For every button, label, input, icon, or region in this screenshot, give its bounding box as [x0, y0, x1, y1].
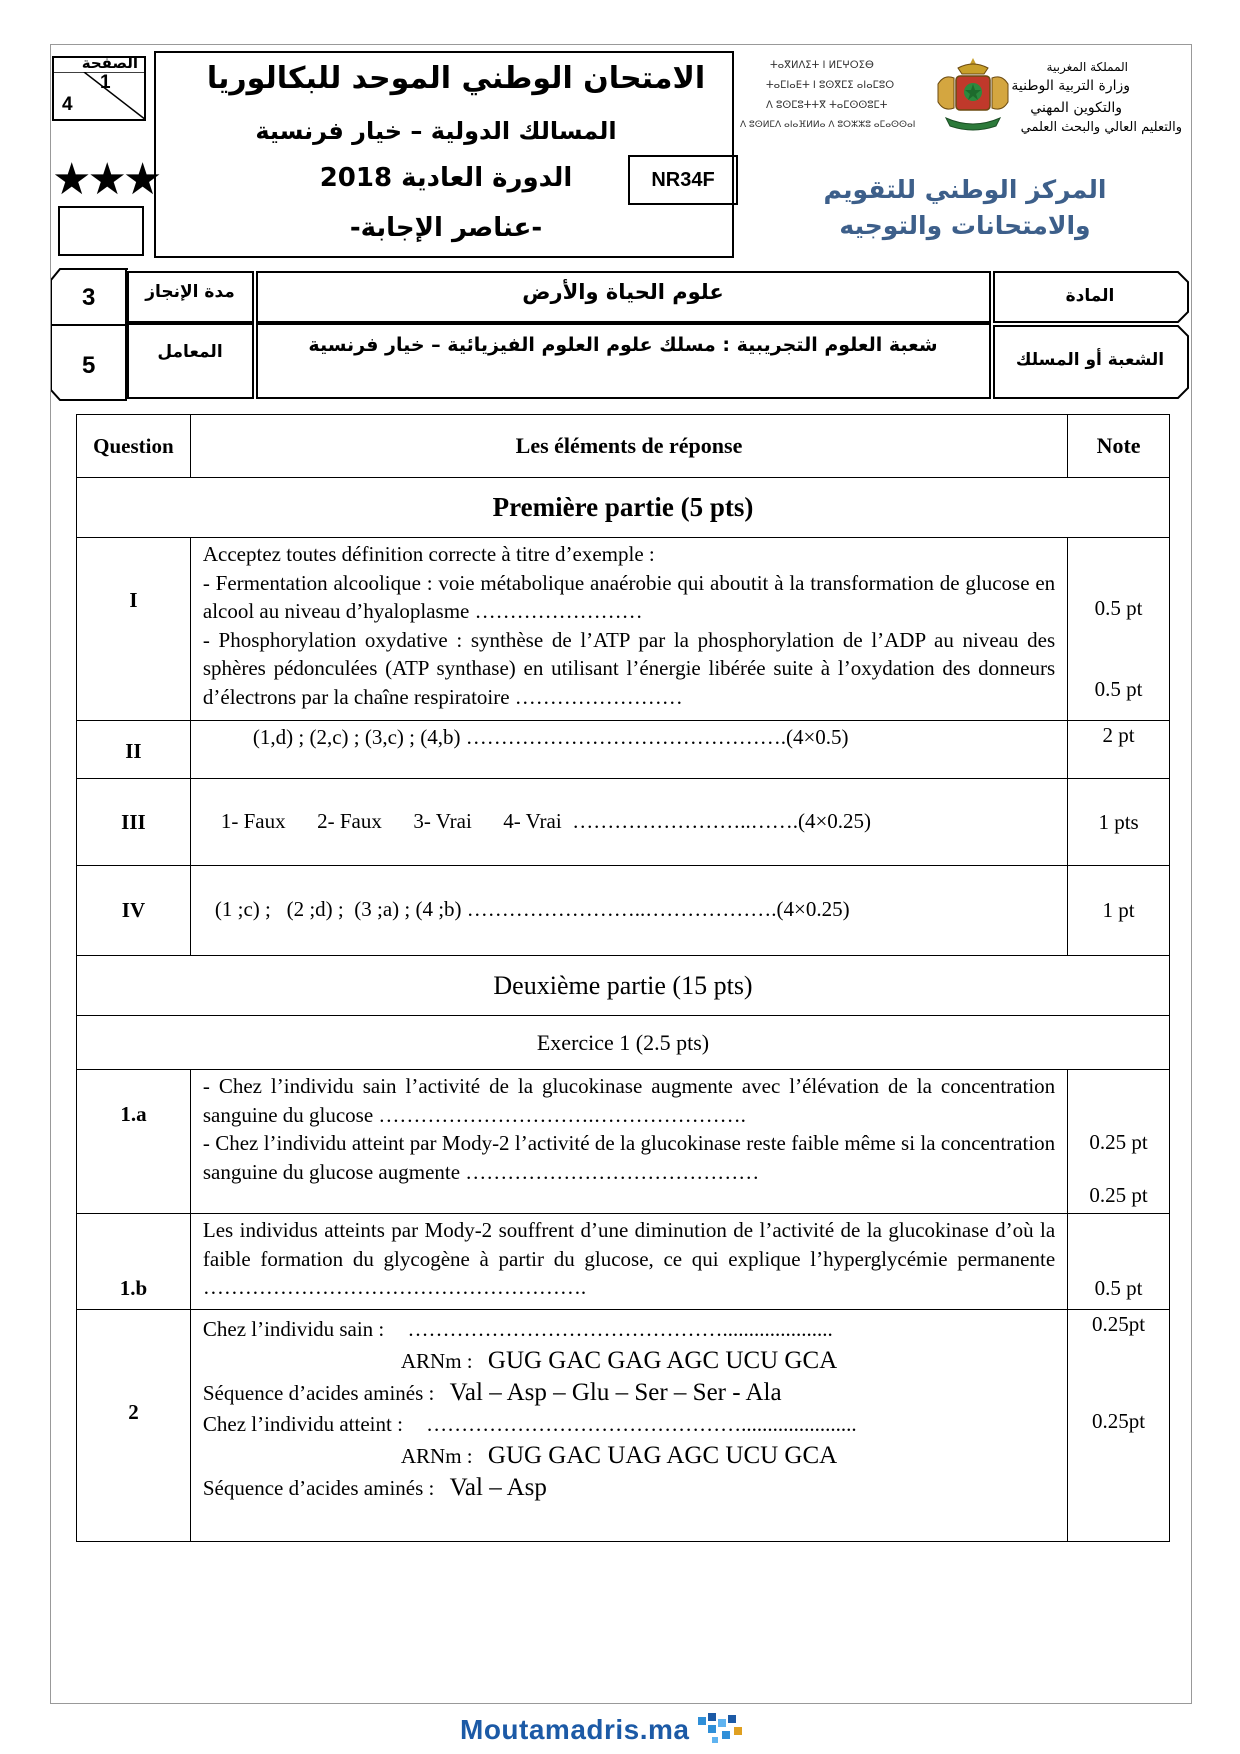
subject-label: المادة — [1065, 286, 1115, 306]
answer-line: - Chez l’individu sain l’activité de la glucokinase augmente avec l’élévation de la concentration sanguine du glucose ………………………….…………………. — [202, 1074, 1056, 1127]
question-label: IV — [77, 866, 191, 956]
page-indicator — [52, 56, 146, 121]
seq-label: Séquence d’acides aminés : — [202, 1381, 435, 1405]
page-total: 4 — [62, 94, 73, 115]
part2-title-row — [77, 956, 1170, 1016]
arnm-label: ARNm : — [400, 1349, 473, 1373]
table-row — [77, 538, 1170, 721]
sain-row — [203, 1314, 1055, 1345]
kingdom-name: المملكة المغربية — [1046, 60, 1128, 74]
answer-cell — [190, 1070, 1067, 1214]
note-value: 0.5 pt — [1068, 1214, 1170, 1310]
track-value: شعبة العلوم التجريبية : مسلك علوم العلوم الفيزيائية – خيار فرنسية — [308, 334, 938, 356]
subject-value: علوم الحياة والأرض — [522, 280, 724, 304]
ministry-line-3: والتعليم العالي والبحث العلمي — [1020, 120, 1182, 135]
coef-value: 5 — [82, 352, 96, 379]
answer-line: - Chez l’individu atteint par Mody-2 l’activité de la glucokinase reste faible même si la concentration sanguine du glucose augmente …………………………………… — [202, 1131, 1056, 1184]
note-cell — [1068, 538, 1170, 721]
table-header-row — [77, 415, 1170, 478]
exam-title-box — [154, 51, 734, 258]
note-value: 2 pt — [1068, 721, 1170, 779]
table-row — [77, 1070, 1170, 1214]
answer-line: Les individus atteints par Mody-2 souffrent d’une diminution de l’activité de la glucokinase d’où la faible formation du glycogène à partir du glucose, ce qui explique l’hyperglycémie permanente ………………………………………………. — [190, 1214, 1067, 1310]
answer-key-title: -عناصر الإجابة- — [349, 213, 543, 243]
track-label: الشعبة أو المسلك — [1015, 350, 1165, 370]
coat-of-arms-emblem — [928, 54, 1018, 136]
seq-atteint-value: Val – Asp — [449, 1474, 547, 1501]
tifinagh-line-3: ⴷ ⵓⵙⵎⵓⵜⵜⴳ ⵜⴰⵎⵙⵙⵓⵎⵜ — [766, 100, 888, 111]
exercise1-title: Exercice 1 (2.5 pts) — [77, 1016, 1170, 1070]
question-label: 1.a — [77, 1070, 191, 1214]
answer-line: (1 ;c) ; (2 ;d) ; (3 ;a) ; (4 ;b) ……………………..……………….(4×0.25) — [190, 866, 1067, 956]
difficulty-stars: ★★★ — [52, 155, 159, 204]
footer-logo[interactable] — [460, 1710, 750, 1750]
note-value: 0.25pt — [1092, 1409, 1146, 1433]
answer-line: 1- Faux 2- Faux 3- Vrai 4- Vrai ……………………..…….(4×0.25) — [190, 779, 1067, 866]
arnm-atteint-sequence: GUG GAC UAG AGC UCU GCA — [487, 1442, 838, 1469]
sain-label: Chez l’individu sain : — [202, 1317, 385, 1341]
coef-label: المعامل — [157, 342, 223, 362]
note-cell — [1068, 1070, 1170, 1214]
arnm-label: ARNm : — [400, 1444, 473, 1468]
answer-cell — [190, 538, 1067, 721]
atteint-label: Chez l’individu atteint : — [202, 1412, 403, 1436]
blank-box — [58, 206, 144, 256]
exam-code: NR34F — [628, 155, 738, 205]
arnm-sain-sequence: GUG GAC GAG AGC UCU GCA — [487, 1347, 838, 1374]
seq-sain-value: Val – Asp – Glu – Ser – Ser - Ala — [449, 1379, 782, 1406]
table-row — [77, 1214, 1170, 1310]
note-value: 0.25pt — [1092, 1312, 1146, 1336]
note-value: 0.25 pt — [1089, 1130, 1148, 1154]
seq-sain-row — [203, 1377, 1055, 1409]
atteint-row — [203, 1409, 1055, 1440]
ministry-line-1: وزارة التربية الوطنية — [1011, 78, 1130, 94]
question-label: 1.b — [77, 1214, 191, 1310]
exam-tracks: المسالك الدولية – خيار فرنسية — [255, 117, 617, 145]
note-value: 0.5 pt — [1094, 677, 1143, 701]
answer-line: (1,d) ; (2,c) ; (3,c) ; (4,b) ……………………………………….(4×0.5) — [190, 721, 1067, 779]
col-note-header: Note — [1068, 415, 1170, 478]
site-name: Moutamadris.ma — [460, 1714, 690, 1745]
note-cell — [1068, 1310, 1170, 1542]
pixel-icon — [694, 1711, 750, 1749]
session-title: الدورة العادية 2018 — [319, 163, 573, 193]
note-value: 0.25 pt — [1089, 1183, 1148, 1207]
tifinagh-line-2: ⵜⴰⵎⵏⴰⴹⵜ ⵏ ⵓⵙⴳⵎⵉ ⴰⵏⴰⵎⵓⵔ — [766, 80, 895, 91]
table-row — [77, 779, 1170, 866]
page-number: 1 — [100, 72, 111, 93]
page-label: الصفحة — [81, 54, 138, 72]
part1-title: Première partie (5 pts) — [77, 478, 1170, 538]
tifinagh-line-1: ⵜⴰⴳⵍⴷⵉⵜ ⵏ ⵍⵎⵖⵔⵉⴱ — [770, 60, 874, 71]
answer-line: - Phosphorylation oxydative : synthèse de l’ATP par la phosphorylation de l’ADP au niveau des sphères pédonculées (ATP synthase) en utilisant l’énergie libérée suite à l’oxydation des donneurs d’électrons par la chaîne respiratoire …………………… — [202, 627, 1056, 709]
atteint-dots: ………………………………………...................... — [426, 1412, 857, 1436]
exam-title: الامتحان الوطني الموحد للبكالوريا — [206, 61, 706, 96]
answer-intro: Acceptez toutes définition correcte à titre d’exemple : — [202, 542, 655, 566]
arnm-atteint-row — [203, 1440, 1055, 1472]
arnm-sain-row — [203, 1345, 1055, 1377]
question-label: 2 — [77, 1310, 191, 1542]
question-label: II — [77, 721, 191, 779]
table-row — [77, 1310, 1170, 1542]
note-value: 1 pt — [1068, 866, 1170, 956]
info-band — [50, 268, 1190, 402]
table-row — [77, 866, 1170, 956]
center-name: المركز الوطني للتقويم والامتحانات والتوجيه — [823, 175, 1107, 240]
col-question-header: Question — [77, 415, 191, 478]
answer-line: - Fermentation alcoolique : voie métabolique anaérobie qui aboutit à la transformation de glucose en alcool au niveau d’hyaloplasme …………………… — [202, 570, 1056, 623]
duration-label: مدة الإنجاز — [145, 282, 235, 302]
part2-title: Deuxième partie (15 pts) — [77, 956, 1170, 1016]
seq-label: Séquence d’acides aminés : — [202, 1476, 435, 1500]
sain-dots: ………………………………………..................... — [407, 1317, 833, 1341]
question-label: III — [77, 779, 191, 866]
question-label: I — [77, 538, 191, 721]
ministry-line-2: والتكوين المهني — [1030, 100, 1122, 116]
table-row — [77, 721, 1170, 779]
answer-cell — [190, 1310, 1067, 1542]
exercise1-title-row — [77, 1016, 1170, 1070]
note-value: 0.5 pt — [1094, 596, 1143, 620]
tifinagh-line-4: ⴷ ⵓⵙⵍⵎⴷ ⴰⵏⴰⴼⵍⵍⴰ ⴷ ⵓⵔⵣⵣⵓ ⴰⵎⴰⵙⵙⴰⵏ — [740, 120, 916, 130]
seq-atteint-row — [203, 1472, 1055, 1504]
col-elements-header: Les éléments de réponse — [190, 415, 1067, 478]
answer-table — [76, 414, 1170, 1542]
duration-value: 3 — [82, 284, 96, 311]
note-value: 1 pts — [1068, 779, 1170, 866]
part1-title-row — [77, 478, 1170, 538]
